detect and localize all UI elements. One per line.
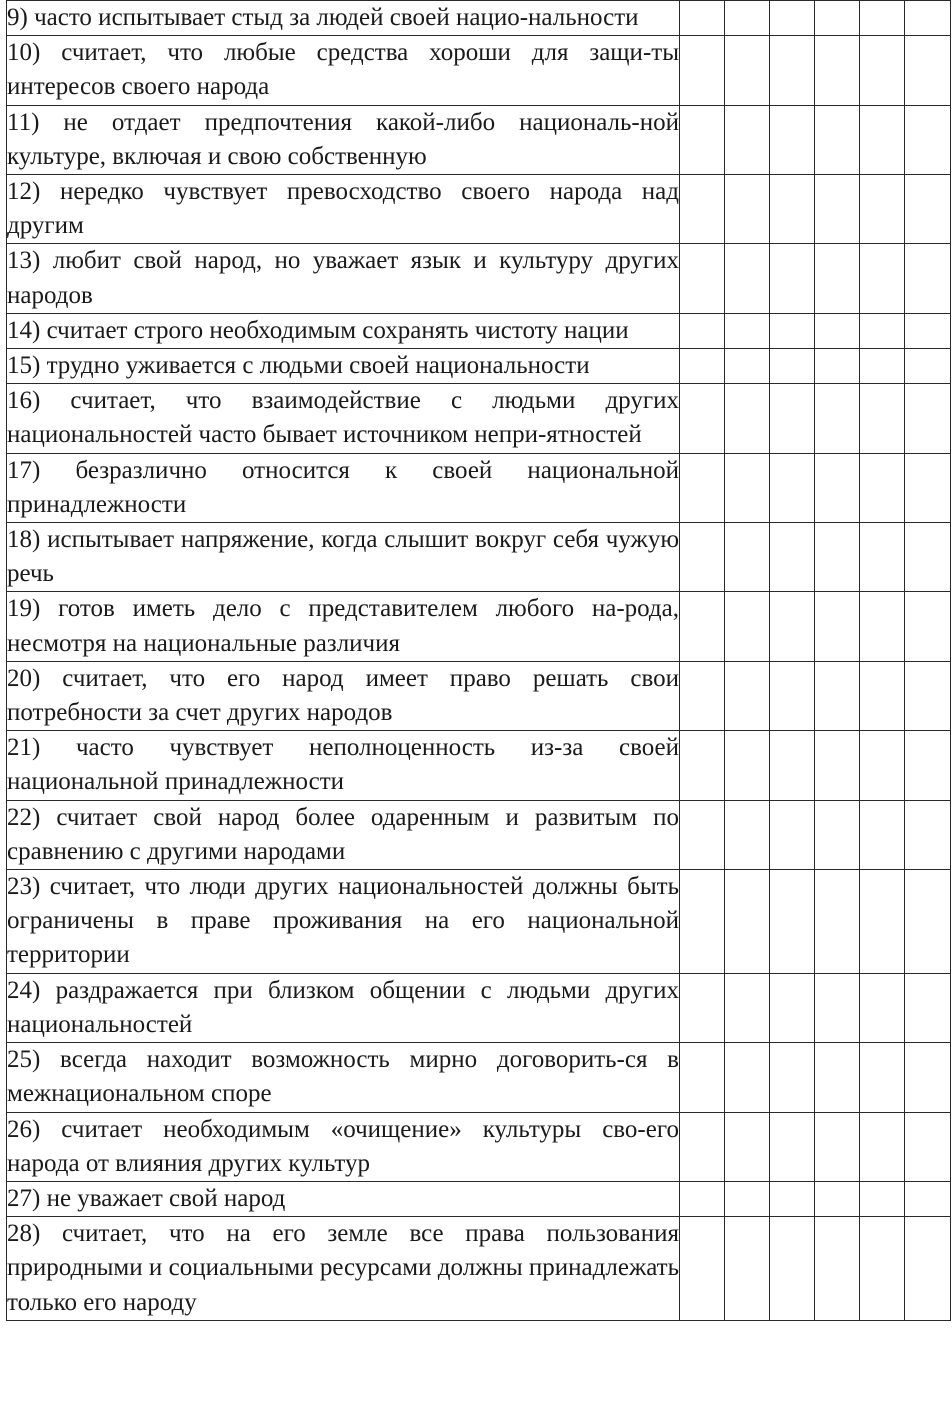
statement-text: 12) нередко чувствует превосходство своего народа над другим xyxy=(7,175,680,244)
table-row xyxy=(7,870,951,974)
statement-text: 20) считает, что его народ имеет право решать свои потребности за счет других народов xyxy=(7,661,680,730)
rating-cell-1[interactable] xyxy=(680,453,725,522)
rating-cell-5[interactable] xyxy=(860,1,905,36)
rating-cell-6[interactable] xyxy=(905,1,951,36)
rating-cell-2[interactable] xyxy=(725,384,770,453)
rating-cell-4[interactable] xyxy=(815,1,860,36)
rating-cell-3[interactable] xyxy=(770,384,815,453)
rating-cell-5[interactable] xyxy=(860,384,905,453)
statement-text: 19) готов иметь дело с представителем любого на-рода, несмотря на национальные различия xyxy=(7,592,680,661)
statement-text: 17) безразлично относится к своей национальной принадлежности xyxy=(7,453,680,522)
rating-cell-6[interactable] xyxy=(905,1043,951,1112)
rating-cell-4[interactable] xyxy=(815,175,860,244)
rating-cell-6[interactable] xyxy=(905,313,951,348)
table-row xyxy=(7,1217,951,1321)
rating-cell-1[interactable] xyxy=(680,800,725,869)
statement-text: 25) всегда находит возможность мирно договорить-ся в межнациональном споре xyxy=(7,1043,680,1112)
table-row xyxy=(7,105,951,174)
rating-cell-3[interactable] xyxy=(770,36,815,105)
table-row xyxy=(7,175,951,244)
rating-cell-4[interactable] xyxy=(815,592,860,661)
rating-cell-2[interactable] xyxy=(725,1217,770,1321)
rating-cell-1[interactable] xyxy=(680,105,725,174)
rating-cell-3[interactable] xyxy=(770,244,815,313)
statement-text: 11) не отдает предпочтения какой-либо националь-ной культуре, включая и свою собственную xyxy=(7,105,680,174)
rating-cell-2[interactable] xyxy=(725,349,770,384)
table-row xyxy=(7,349,951,384)
rating-cell-2[interactable] xyxy=(725,36,770,105)
rating-cell-4[interactable] xyxy=(815,1112,860,1181)
statement-text: 9) часто испытывает стыд за людей своей нацио-нальности xyxy=(7,1,680,36)
statement-text: 10) считает, что любые средства хороши для защи-ты интересов своего народа xyxy=(7,36,680,105)
rating-cell-1[interactable] xyxy=(680,870,725,974)
table-row xyxy=(7,384,951,453)
statement-text: 24) раздражается при близком общении с людьми других национальностей xyxy=(7,973,680,1042)
statement-text: 21) часто чувствует неполноценность из-за своей национальной принадлежности xyxy=(7,731,680,800)
rating-cell-4[interactable] xyxy=(815,105,860,174)
statement-text: 14) считает строго необходимым сохранять чистоту нации xyxy=(7,313,680,348)
table-row xyxy=(7,453,951,522)
table-row xyxy=(7,1043,951,1112)
rating-cell-1[interactable] xyxy=(680,973,725,1042)
rating-cell-2[interactable] xyxy=(725,244,770,313)
statement-text: 23) считает, что люди других национальностей должны быть ограничены в праве проживания на его национальной территории xyxy=(7,870,680,974)
statement-text: 22) считает свой народ более одаренным и развитым по сравнению с другими народами xyxy=(7,800,680,869)
rating-cell-3[interactable] xyxy=(770,870,815,974)
rating-cell-6[interactable] xyxy=(905,244,951,313)
rating-cell-3[interactable] xyxy=(770,800,815,869)
rating-cell-5[interactable] xyxy=(860,36,905,105)
rating-cell-2[interactable] xyxy=(725,453,770,522)
table-row xyxy=(7,523,951,592)
statement-text: 26) считает необходимым «очищение» культуры сво-его народа от влияния других культур xyxy=(7,1112,680,1181)
rating-cell-6[interactable] xyxy=(905,661,951,730)
rating-cell-1[interactable] xyxy=(680,592,725,661)
table-row xyxy=(7,1112,951,1181)
rating-cell-2[interactable] xyxy=(725,973,770,1042)
rating-cell-5[interactable] xyxy=(860,870,905,974)
table-row xyxy=(7,592,951,661)
rating-cell-4[interactable] xyxy=(815,870,860,974)
rating-cell-3[interactable] xyxy=(770,1181,815,1216)
rating-cell-2[interactable] xyxy=(725,870,770,974)
rating-cell-2[interactable] xyxy=(725,523,770,592)
rating-cell-5[interactable] xyxy=(860,349,905,384)
statement-text: 15) трудно уживается с людьми своей национальности xyxy=(7,349,680,384)
rating-cell-3[interactable] xyxy=(770,592,815,661)
rating-cell-1[interactable] xyxy=(680,313,725,348)
rating-cell-5[interactable] xyxy=(860,592,905,661)
rating-cell-6[interactable] xyxy=(905,349,951,384)
rating-cell-2[interactable] xyxy=(725,800,770,869)
rating-cell-6[interactable] xyxy=(905,105,951,174)
rating-cell-4[interactable] xyxy=(815,453,860,522)
rating-cell-5[interactable] xyxy=(860,1217,905,1321)
rating-cell-5[interactable] xyxy=(860,105,905,174)
rating-cell-2[interactable] xyxy=(725,313,770,348)
rating-cell-2[interactable] xyxy=(725,1181,770,1216)
table-row xyxy=(7,1181,951,1216)
rating-cell-1[interactable] xyxy=(680,1217,725,1321)
rating-cell-1[interactable] xyxy=(680,523,725,592)
rating-cell-5[interactable] xyxy=(860,175,905,244)
rating-cell-3[interactable] xyxy=(770,349,815,384)
rating-cell-1[interactable] xyxy=(680,384,725,453)
rating-cell-5[interactable] xyxy=(860,313,905,348)
rating-cell-6[interactable] xyxy=(905,592,951,661)
rating-cell-3[interactable] xyxy=(770,973,815,1042)
table-row xyxy=(7,313,951,348)
rating-cell-2[interactable] xyxy=(725,1,770,36)
rating-cell-3[interactable] xyxy=(770,453,815,522)
rating-cell-5[interactable] xyxy=(860,973,905,1042)
rating-cell-4[interactable] xyxy=(815,349,860,384)
rating-cell-2[interactable] xyxy=(725,731,770,800)
rating-cell-4[interactable] xyxy=(815,313,860,348)
rating-cell-6[interactable] xyxy=(905,1181,951,1216)
rating-cell-6[interactable] xyxy=(905,175,951,244)
table-row xyxy=(7,800,951,869)
rating-cell-1[interactable] xyxy=(680,1043,725,1112)
rating-cell-1[interactable] xyxy=(680,36,725,105)
rating-cell-5[interactable] xyxy=(860,453,905,522)
rating-cell-3[interactable] xyxy=(770,1,815,36)
rating-cell-2[interactable] xyxy=(725,105,770,174)
rating-cell-2[interactable] xyxy=(725,661,770,730)
rating-cell-6[interactable] xyxy=(905,1217,951,1321)
table-row xyxy=(7,731,951,800)
rating-cell-3[interactable] xyxy=(770,1112,815,1181)
statement-text: 16) считает, что взаимодействие с людьми других национальностей часто бывает источником непри-ятностей xyxy=(7,384,680,453)
rating-cell-3[interactable] xyxy=(770,1043,815,1112)
rating-cell-4[interactable] xyxy=(815,800,860,869)
rating-cell-3[interactable] xyxy=(770,523,815,592)
statement-text: 28) считает, что на его земле все права пользования природными и социальными ресурсами должны принадлежать только его народу xyxy=(7,1217,680,1321)
rating-cell-4[interactable] xyxy=(815,973,860,1042)
rating-cell-3[interactable] xyxy=(770,175,815,244)
rating-cell-5[interactable] xyxy=(860,661,905,730)
rating-cell-3[interactable] xyxy=(770,1217,815,1321)
rating-cell-3[interactable] xyxy=(770,661,815,730)
rating-cell-1[interactable] xyxy=(680,1,725,36)
rating-cell-6[interactable] xyxy=(905,731,951,800)
rating-cell-5[interactable] xyxy=(860,1112,905,1181)
rating-cell-1[interactable] xyxy=(680,731,725,800)
rating-cell-6[interactable] xyxy=(905,453,951,522)
rating-cell-2[interactable] xyxy=(725,592,770,661)
rating-cell-6[interactable] xyxy=(905,1112,951,1181)
rating-cell-5[interactable] xyxy=(860,1043,905,1112)
rating-cell-5[interactable] xyxy=(860,523,905,592)
rating-cell-5[interactable] xyxy=(860,244,905,313)
rating-cell-5[interactable] xyxy=(860,731,905,800)
questionnaire-table xyxy=(6,0,951,1321)
rating-cell-2[interactable] xyxy=(725,1112,770,1181)
rating-cell-4[interactable] xyxy=(815,1181,860,1216)
rating-cell-3[interactable] xyxy=(770,731,815,800)
rating-cell-1[interactable] xyxy=(680,349,725,384)
statement-text: 27) не уважает свой народ xyxy=(7,1181,680,1216)
table-row xyxy=(7,973,951,1042)
rating-cell-6[interactable] xyxy=(905,973,951,1042)
rating-cell-1[interactable] xyxy=(680,1112,725,1181)
rating-cell-6[interactable] xyxy=(905,523,951,592)
rating-cell-6[interactable] xyxy=(905,36,951,105)
rating-cell-4[interactable] xyxy=(815,36,860,105)
rating-cell-4[interactable] xyxy=(815,1217,860,1321)
rating-cell-4[interactable] xyxy=(815,1043,860,1112)
rating-cell-6[interactable] xyxy=(905,870,951,974)
statement-text: 13) любит свой народ, но уважает язык и культуру других народов xyxy=(7,244,680,313)
rating-cell-3[interactable] xyxy=(770,105,815,174)
rating-cell-4[interactable] xyxy=(815,384,860,453)
rating-cell-5[interactable] xyxy=(860,800,905,869)
rating-cell-4[interactable] xyxy=(815,661,860,730)
table-row xyxy=(7,661,951,730)
rating-cell-2[interactable] xyxy=(725,1043,770,1112)
rating-cell-6[interactable] xyxy=(905,384,951,453)
rating-cell-1[interactable] xyxy=(680,1181,725,1216)
table-row xyxy=(7,244,951,313)
rating-cell-5[interactable] xyxy=(860,1181,905,1216)
statement-text: 18) испытывает напряжение, когда слышит вокруг себя чужую речь xyxy=(7,523,680,592)
table-row xyxy=(7,36,951,105)
rating-cell-1[interactable] xyxy=(680,175,725,244)
rating-cell-4[interactable] xyxy=(815,244,860,313)
rating-cell-3[interactable] xyxy=(770,313,815,348)
rating-cell-1[interactable] xyxy=(680,244,725,313)
rating-cell-4[interactable] xyxy=(815,731,860,800)
table-row xyxy=(7,1,951,36)
rating-cell-1[interactable] xyxy=(680,661,725,730)
rating-cell-2[interactable] xyxy=(725,175,770,244)
rating-cell-4[interactable] xyxy=(815,523,860,592)
rating-cell-6[interactable] xyxy=(905,800,951,869)
